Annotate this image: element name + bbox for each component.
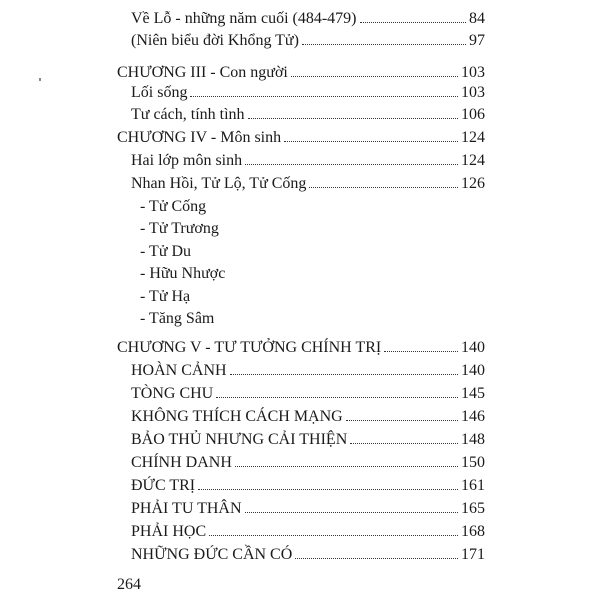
page-number: 264: [117, 576, 141, 593]
dot-leader: [295, 558, 458, 559]
dot-leader: [302, 44, 466, 45]
toc-entry-label: CHƯƠNG IV - Môn sinh: [117, 129, 282, 146]
toc-entry-page: 146: [461, 408, 485, 425]
toc-entry-label: KHÔNG THÍCH CÁCH MẠNG: [131, 408, 343, 425]
dot-leader: [346, 420, 458, 421]
toc-entry-label: NHỮNG ĐỨC CẦN CÓ: [131, 546, 293, 563]
toc-entry-label: CHƯƠNG III - Con người: [117, 64, 288, 81]
toc-entry-label: PHẢI TU THÂN: [131, 500, 242, 517]
toc-chapter-4[interactable]: [117, 129, 485, 147]
disciple-item[interactable]: - Tử Cống: [140, 198, 207, 215]
dot-leader: [284, 141, 458, 142]
toc-entry-nien-bieu[interactable]: [131, 32, 485, 50]
toc-entry-khong-thich[interactable]: [131, 408, 485, 426]
dot-leader: [198, 489, 458, 490]
toc-entry-ve-lo[interactable]: [131, 10, 485, 28]
toc-entry-page: 97: [469, 32, 485, 49]
toc-entry-nhan-hoi[interactable]: [131, 175, 485, 193]
toc-entry-label: ĐỨC TRỊ: [131, 477, 196, 494]
toc-entry-label: PHẢI HỌC: [131, 523, 207, 540]
toc-entry-page: 103: [461, 84, 485, 101]
toc-chapter-5[interactable]: [117, 339, 485, 357]
toc-entry-chinh-danh[interactable]: [131, 454, 485, 472]
toc-entry-hai-lop[interactable]: [131, 152, 485, 170]
toc-entry-page: 150: [461, 454, 485, 471]
toc-entry-page: 161: [461, 477, 485, 494]
toc-entry-label: Hai lớp môn sinh: [131, 152, 243, 169]
toc-entry-label: Về Lỗ - những năm cuối (484-479): [131, 10, 357, 27]
dot-leader: [309, 187, 458, 188]
toc-entry-label: CHÍNH DANH: [131, 454, 232, 471]
dot-leader: [360, 22, 466, 23]
toc-entry-duc-tri[interactable]: [131, 477, 485, 495]
toc-entry-page: 165: [461, 500, 485, 517]
toc-chapter-3[interactable]: [117, 64, 485, 82]
toc-entry-page: 140: [461, 362, 485, 379]
toc-entry-label: Nhan Hồi, Tử Lộ, Tử Cống: [131, 175, 307, 192]
toc-entry-label: CHƯƠNG V - TƯ TƯỞNG CHÍNH TRỊ: [117, 339, 382, 356]
toc-entry-page: 145: [461, 385, 485, 402]
toc-entry-loi-song[interactable]: [131, 84, 485, 102]
print-speck: [39, 78, 41, 81]
toc-entry-page: 140: [461, 339, 485, 356]
toc-entry-page: 124: [461, 129, 485, 146]
toc-entry-page: 124: [461, 152, 485, 169]
toc-entry-label: Tư cách, tính tình: [131, 106, 245, 123]
toc-entry-label: TÒNG CHU: [131, 385, 214, 402]
toc-entry-bao-thu[interactable]: [131, 431, 485, 449]
dot-leader: [235, 466, 458, 467]
toc-entry-tong-chu[interactable]: [131, 385, 485, 403]
toc-entry-hoan-canh[interactable]: [131, 362, 485, 380]
toc-entry-phai-tu-than[interactable]: [131, 500, 485, 518]
dot-leader: [216, 397, 458, 398]
dot-leader: [190, 96, 458, 97]
toc-entry-tu-cach[interactable]: [131, 106, 485, 124]
toc-entry-page: 148: [461, 431, 485, 448]
dot-leader: [230, 374, 458, 375]
dot-leader: [384, 351, 458, 352]
toc-entry-nhung-duc[interactable]: [131, 546, 485, 564]
toc-entry-page: 84: [469, 10, 485, 27]
dot-leader: [209, 535, 458, 536]
dot-leader: [245, 164, 458, 165]
toc-entry-label: HOÀN CẢNH: [131, 362, 227, 379]
toc-entry-page: 168: [461, 523, 485, 540]
toc-entry-page: 106: [461, 106, 485, 123]
disciple-item[interactable]: - Tử Du: [140, 243, 192, 260]
toc-entry-page: 103: [461, 64, 485, 81]
disciple-item[interactable]: - Tử Trương: [140, 220, 219, 237]
dot-leader: [248, 118, 458, 119]
toc-entry-label: Lối sống: [131, 84, 188, 101]
toc-entry-label: (Niên biểu đời Khổng Tử): [131, 32, 299, 49]
toc-entry-page: 126: [461, 175, 485, 192]
dot-leader: [291, 76, 458, 77]
dot-leader: [350, 443, 458, 444]
dot-leader: [245, 512, 458, 513]
disciple-item[interactable]: - Tăng Sâm: [140, 310, 215, 327]
disciple-item[interactable]: - Tử Hạ: [140, 288, 191, 305]
toc-entry-phai-hoc[interactable]: [131, 523, 485, 541]
toc-entry-page: 171: [461, 546, 485, 563]
toc-entry-label: BẢO THỦ NHƯNG CẢI THIỆN: [131, 431, 348, 448]
disciple-item[interactable]: - Hữu Nhược: [140, 265, 226, 282]
